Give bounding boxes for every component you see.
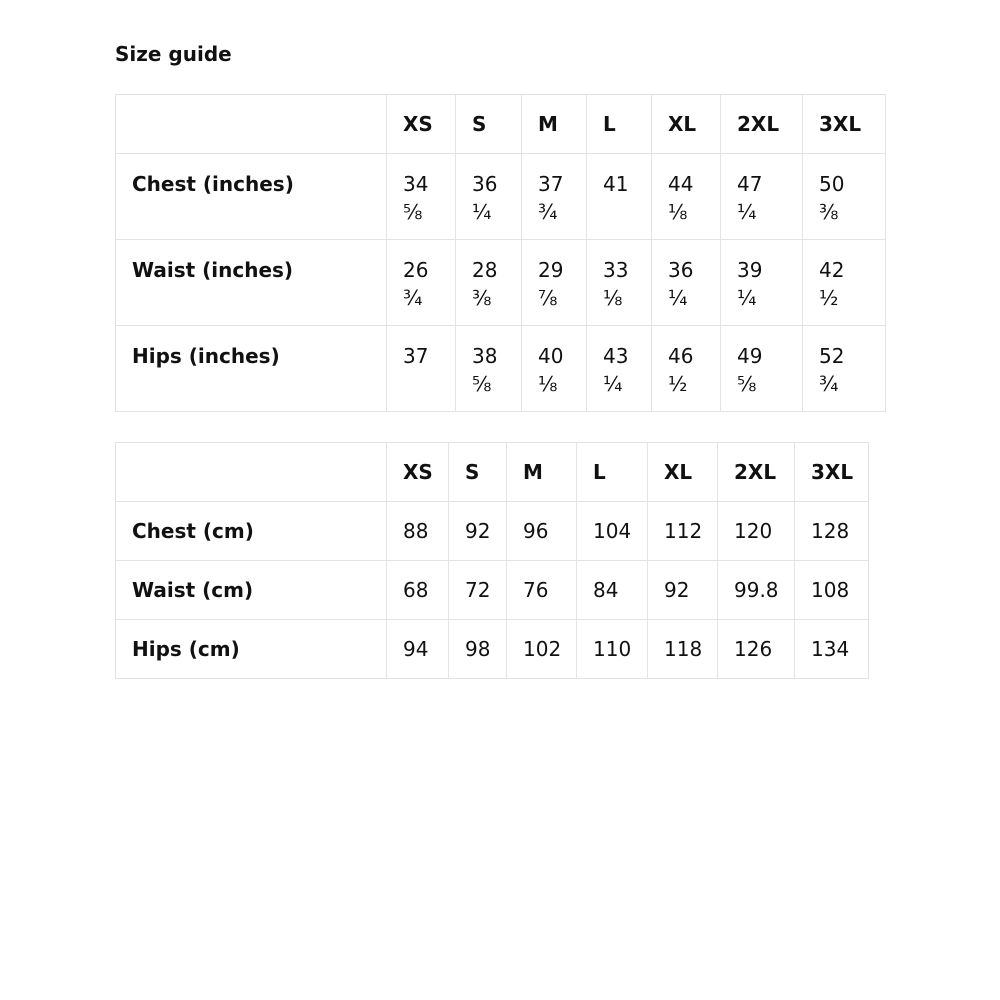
value-whole: 33 <box>603 258 629 282</box>
size-header-s: S <box>456 95 522 154</box>
size-header-m: M <box>522 95 587 154</box>
measurement-cell: 92 <box>449 502 507 561</box>
row-label-hips: Hips (inches) <box>116 326 387 412</box>
measurement-cell <box>387 154 456 240</box>
row-label-chest: Chest (inches) <box>116 154 387 240</box>
value-whole: 43 <box>603 344 629 368</box>
value-fraction: ¼ <box>737 286 757 310</box>
header-corner-cell <box>116 95 387 154</box>
measurement-cell: 98 <box>449 620 507 679</box>
value-whole: 44 <box>668 172 694 196</box>
value-fraction: ⅝ <box>403 200 423 224</box>
measurement-cell: 104 <box>577 502 648 561</box>
measurement-cell: 108 <box>795 561 869 620</box>
table-row <box>116 154 886 240</box>
size-header-l: L <box>587 95 652 154</box>
size-header-m: M <box>507 443 577 502</box>
value-fraction: ¼ <box>737 200 757 224</box>
size-header-xs: XS <box>387 443 449 502</box>
row-label-waist: Waist (inches) <box>116 240 387 326</box>
size-header-xl: XL <box>648 443 718 502</box>
value-fraction: ¼ <box>603 372 623 396</box>
value-whole: 39 <box>737 258 763 282</box>
measurement-cell <box>803 240 886 326</box>
measurement-cell <box>721 326 803 412</box>
size-header-2xl: 2XL <box>721 95 803 154</box>
page-title: Size guide <box>115 42 232 66</box>
value-whole: 26 <box>403 258 429 282</box>
size-header-3xl: 3XL <box>795 443 869 502</box>
measurement-cell: 76 <box>507 561 577 620</box>
table-row <box>116 561 869 620</box>
measurement-cell <box>456 154 522 240</box>
measurement-cell: 72 <box>449 561 507 620</box>
value-whole: 38 <box>472 344 498 368</box>
measurement-cell: 128 <box>795 502 869 561</box>
measurement-cell: 120 <box>718 502 795 561</box>
measurement-cell: 110 <box>577 620 648 679</box>
value-fraction: ¼ <box>668 286 688 310</box>
measurement-cell: 88 <box>387 502 449 561</box>
value-fraction: ⅜ <box>819 200 839 224</box>
row-label-chest: Chest (cm) <box>116 502 387 561</box>
value-fraction: ¾ <box>403 286 423 310</box>
value-fraction: ⅝ <box>472 372 492 396</box>
table-row <box>116 620 869 679</box>
value-fraction: ⅛ <box>538 372 558 396</box>
table-row <box>116 240 886 326</box>
measurement-cell: 112 <box>648 502 718 561</box>
value-whole: 29 <box>538 258 564 282</box>
value-whole: 52 <box>819 344 845 368</box>
value-fraction: ⅞ <box>538 286 558 310</box>
row-label-waist: Waist (cm) <box>116 561 387 620</box>
measurement-cell: 126 <box>718 620 795 679</box>
measurement-cell <box>456 326 522 412</box>
value-whole: 41 <box>603 172 629 196</box>
measurement-cell <box>721 240 803 326</box>
measurement-cell: 84 <box>577 561 648 620</box>
value-fraction: ⅜ <box>472 286 492 310</box>
value-fraction: ¾ <box>538 200 558 224</box>
value-whole: 36 <box>668 258 694 282</box>
measurement-cell <box>652 326 721 412</box>
measurement-cell <box>456 240 522 326</box>
measurement-cell: 99.8 <box>718 561 795 620</box>
row-label-hips: Hips (cm) <box>116 620 387 679</box>
value-whole: 37 <box>403 344 429 368</box>
measurement-cell <box>721 154 803 240</box>
size-header-xl: XL <box>652 95 721 154</box>
value-fraction: ¾ <box>819 372 839 396</box>
table-row <box>116 502 869 561</box>
table-row <box>116 326 886 412</box>
value-whole: 34 <box>403 172 429 196</box>
value-fraction: ¼ <box>472 200 492 224</box>
size-table-cm <box>115 442 869 679</box>
measurement-cell: 134 <box>795 620 869 679</box>
measurement-cell: 92 <box>648 561 718 620</box>
header-corner-cell <box>116 443 387 502</box>
measurement-cell <box>587 240 652 326</box>
value-whole: 37 <box>538 172 564 196</box>
size-table-inches <box>115 94 886 412</box>
measurement-cell <box>522 154 587 240</box>
value-whole: 50 <box>819 172 845 196</box>
measurement-cell <box>587 326 652 412</box>
size-header-3xl: 3XL <box>803 95 886 154</box>
size-header-xs: XS <box>387 95 456 154</box>
measurement-cell <box>587 154 652 240</box>
measurement-cell <box>803 326 886 412</box>
measurement-cell <box>387 326 456 412</box>
value-fraction: ⅝ <box>737 372 757 396</box>
measurement-cell <box>803 154 886 240</box>
value-fraction: ⅛ <box>603 286 623 310</box>
size-header-2xl: 2XL <box>718 443 795 502</box>
measurement-cell: 94 <box>387 620 449 679</box>
measurement-cell: 96 <box>507 502 577 561</box>
measurement-cell: 102 <box>507 620 577 679</box>
measurement-cell: 68 <box>387 561 449 620</box>
measurement-cell <box>522 326 587 412</box>
value-fraction: ½ <box>668 372 688 396</box>
value-fraction: ⅛ <box>668 200 688 224</box>
measurement-cell <box>652 240 721 326</box>
value-whole: 36 <box>472 172 498 196</box>
measurement-cell: 118 <box>648 620 718 679</box>
value-whole: 47 <box>737 172 763 196</box>
header-row <box>116 443 869 502</box>
value-whole: 40 <box>538 344 564 368</box>
size-header-l: L <box>577 443 648 502</box>
value-whole: 49 <box>737 344 763 368</box>
size-header-s: S <box>449 443 507 502</box>
value-whole: 28 <box>472 258 498 282</box>
value-fraction: ½ <box>819 286 839 310</box>
measurement-cell <box>387 240 456 326</box>
measurement-cell <box>652 154 721 240</box>
value-whole: 46 <box>668 344 694 368</box>
header-row <box>116 95 886 154</box>
measurement-cell <box>522 240 587 326</box>
value-whole: 42 <box>819 258 845 282</box>
